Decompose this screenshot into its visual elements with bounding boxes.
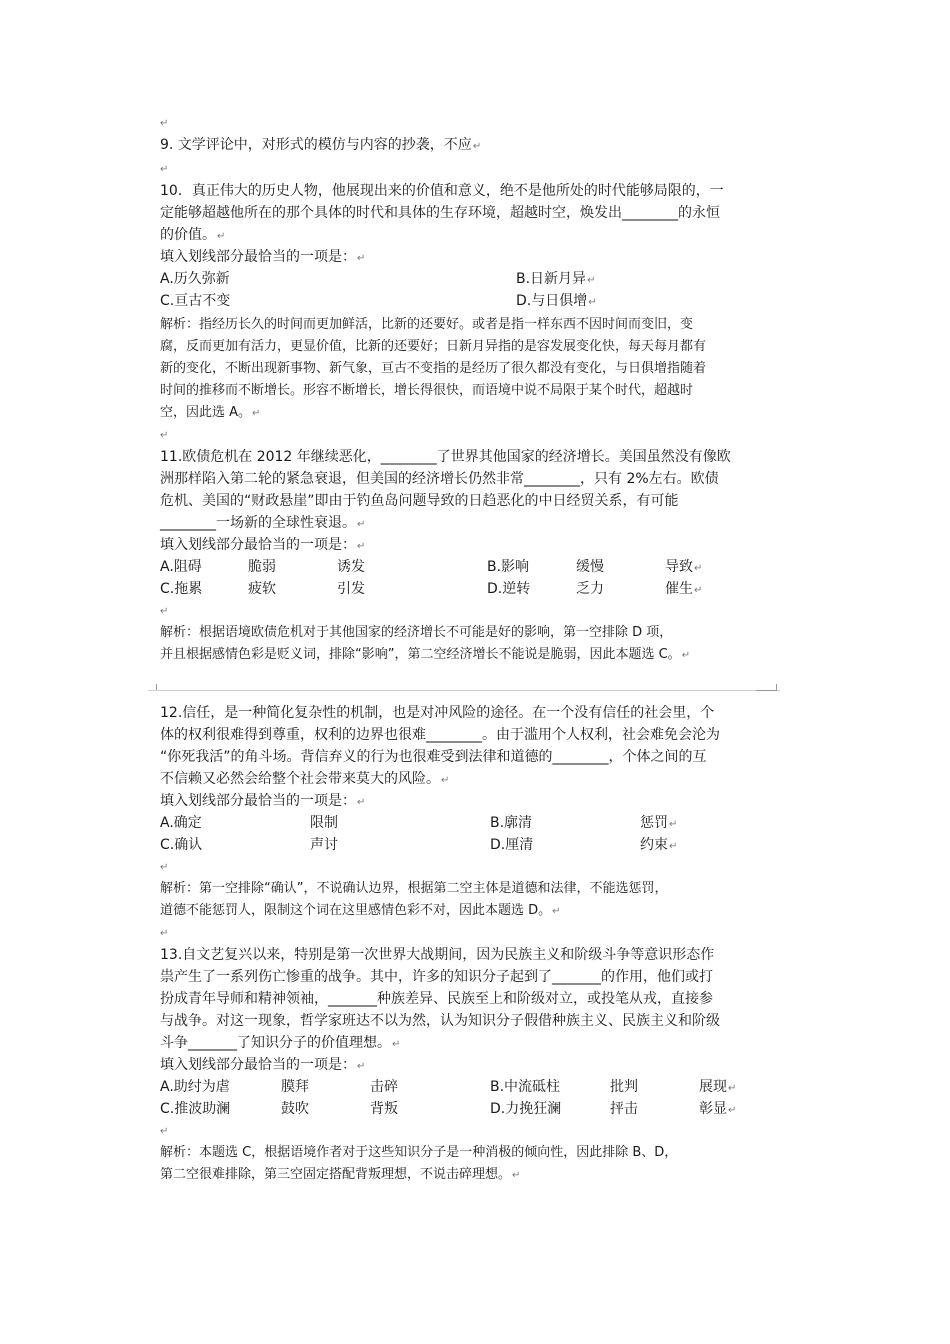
paragraph-mark: ↵: [694, 563, 703, 574]
question-13-option-c: C.推波助澜: [160, 1101, 231, 1117]
question-13-analysis-line: 解析：本题选 C，根据语境作者对于这些知识分子是一种消极的倾向性，因此排除 B、D，: [160, 1145, 678, 1160]
question-13-stem-line: [160, 1032, 760, 1056]
question-11-option-c: C.拖累: [160, 581, 203, 597]
question-12-prompt-text: 填入划线部分最恰当的一项是：: [160, 793, 356, 809]
paragraph-mark: ↵: [588, 297, 597, 308]
question-11-stem-line: [160, 512, 760, 536]
question-12-stem-line: 体的权利很难得到尊重，权利的边界也很难________。由于滥用个人权利，社会难免会沦为: [160, 727, 720, 743]
question-11-option-a-word: 诱发: [337, 559, 365, 575]
question-12-analysis-line: 解析：第一空排除“确认”，不说确认边界，根据第二空主体是道德和法律，不能选惩罚，: [160, 881, 668, 896]
question-13-stem-line: 扮成青年导师和精神领袖，_______种族差异、民族至上和阶级对立，或投笔从戎，直接参: [160, 991, 713, 1007]
paragraph-mark: ↵: [160, 928, 169, 939]
question-12-option-b-word-text: 惩罚: [640, 815, 668, 831]
question-10-analysis-line: 时间的推移而不断增长。形容不断增长，增长得很快，而语境中说不局限于某个时代，超越时: [160, 383, 694, 398]
question-10-analysis-line: [160, 402, 760, 425]
question-11-stem-line: 11.欧债危机在 2012 年继续恶化，________了世界其他国家的经济增长。美国虽然没有像欧: [160, 449, 731, 465]
question-12-analysis-line: [160, 900, 760, 923]
question-11-option-d: D.逆转: [487, 581, 531, 597]
question-11-prompt-text: 填入划线部分最恰当的一项是：: [160, 537, 356, 553]
question-10-stem-line: 10．真正伟大的历史人物，他展现出来的价值和意义，绝不是他所处的时代能够局限的，一: [160, 183, 724, 199]
question-12-stem-line: “你死我活”的角斗场。背信弃义的行为也很难受到法律和道德的________，个体之间的互: [160, 749, 707, 765]
question-10-stem-line: 定能够超越他所在的那个具体的时代和具体的生存环境，超越时空，焕发出________的永恒: [160, 205, 720, 221]
question-11-option-c-word: 疲软: [248, 581, 276, 597]
paragraph-mark: ↵: [357, 1061, 366, 1072]
question-13-option-d: D.力挽狂澜: [490, 1101, 562, 1117]
question-11-option-c-word: 引发: [337, 581, 365, 597]
paragraph-mark: ↵: [587, 275, 596, 286]
question-11-option-b: B.影响: [487, 559, 530, 575]
paragraph-mark: ↵: [681, 650, 691, 661]
paragraph-mark: ↵: [694, 585, 703, 596]
paragraph-mark: ↵: [160, 164, 169, 175]
paragraph-mark: ↵: [160, 606, 169, 617]
question-13-option-d-word-text: 彰显: [699, 1101, 727, 1117]
paragraph-mark: ↵: [728, 1105, 737, 1116]
question-13-option-b-word-text: 展现: [699, 1079, 727, 1095]
question-11-stem-text: ________一场新的全球性衰退。: [160, 515, 356, 531]
question-11-stem-line: 洲那样陷入第二轮的紧急衰退，但美国的经济增长仍然非常________，只有 2%左右。欧债: [160, 471, 719, 487]
question-13-option-a-word: 击碎: [370, 1079, 398, 1095]
question-9-text: 9. 文学评论中，对形式的模仿与内容的抄袭，不应: [160, 137, 472, 153]
question-12-stem-text: 不信赖又必然会给整个社会带来莫大的风险。: [160, 771, 440, 787]
page-break-divider: [148, 690, 780, 691]
paragraph-mark: ↵: [728, 1083, 737, 1094]
question-10-option-b: [516, 268, 595, 292]
question-9: [160, 134, 760, 158]
question-12-option-d-word-text: 约束: [640, 837, 668, 853]
question-13-option-b-word: [699, 1076, 736, 1100]
question-10-analysis-line: 新的变化，不断出现新事物、新气象，亘古不变指的是经历了很久都没有变化，与日俱增指随着: [160, 361, 707, 376]
question-10-analysis-line: 腐，反而更加有活力，更显价值，比新的还要好；日新月异指的是容发展变化快，每天每月都有: [160, 339, 707, 354]
question-13-option-a: A.助纣为虐: [160, 1079, 230, 1095]
paragraph-mark: ↵: [160, 430, 169, 441]
question-10-option-c: C.亘古不变: [160, 293, 231, 309]
question-13-analysis-line: [160, 1164, 760, 1187]
paragraph-mark: ↵: [441, 775, 450, 786]
question-12-option-b: B.廓清: [490, 815, 533, 831]
question-13-option-d-word: [699, 1098, 736, 1122]
question-13-option-c-word: 背叛: [370, 1101, 398, 1117]
question-11-option-d-word: [665, 578, 702, 602]
question-13-stem-line: 与战争。对这一现象，哲学家班达不以为然，认为知识分子假借种族主义、民族主义和阶级: [160, 1013, 720, 1029]
question-11-option-b-word: [665, 556, 702, 580]
paragraph-mark: ↵: [217, 231, 226, 242]
question-13-option-b: B.中流砥柱: [490, 1079, 561, 1095]
question-10-prompt-text: 填入划线部分最恰当的一项是：: [160, 249, 356, 265]
question-11-option-b-word: 缓慢: [576, 559, 604, 575]
question-10-stem-line: [160, 224, 760, 248]
question-13-option-c-word: 鼓吹: [281, 1101, 309, 1117]
question-11-option-a: A.阻碍: [160, 559, 202, 575]
question-12-option-b-word: [640, 812, 677, 836]
question-12-option-a: A.确定: [160, 815, 202, 831]
question-10-option-d: [516, 290, 597, 314]
page-corner-mark: [756, 684, 777, 691]
paragraph-mark: ↵: [512, 1170, 521, 1181]
question-13-stem-line: 祟产生了一系列伤亡惨重的战争。其中，许多的知识分子起到了_______的作用，他们或打: [160, 969, 713, 985]
question-13-analysis-text: 第二空很难排除，第三空固定搭配背叛理想，不说击碎理想。: [160, 1167, 512, 1182]
question-13-stem-line: 13.自文艺复兴以来，特别是第一次世界大战期间，因为民族主义和阶级斗争等意识形态作: [160, 947, 715, 963]
paragraph-mark: ↵: [357, 519, 366, 530]
question-10-analysis-text: 空，因此选 A。: [160, 405, 252, 420]
question-11-prompt: [160, 534, 760, 558]
question-10-option-a: A.历久弥新: [160, 271, 230, 287]
question-12-option-c-word: 声讨: [310, 837, 338, 853]
question-13-option-d-word: 抨击: [610, 1101, 638, 1117]
question-11-analysis-text: 并且根据感情色彩是贬义词，排除“影响”，第二空经济增长不能说是脆弱，因此本题选 C。: [160, 647, 681, 662]
question-12-option-a-word: 限制: [310, 815, 338, 831]
question-11-option-b-word-text: 导致: [665, 559, 693, 575]
paragraph-mark: ↵: [357, 797, 366, 808]
paragraph-mark: ↵: [552, 906, 561, 917]
question-10-option-b-text: B.日新月异: [516, 271, 587, 287]
question-13-option-b-word: 批判: [610, 1079, 638, 1095]
paragraph-mark: ↵: [252, 408, 261, 419]
question-11-option-d-word-text: 催生: [665, 581, 693, 597]
question-12-option-c: C.确认: [160, 837, 203, 853]
paragraph-mark: ↵: [160, 862, 169, 873]
question-12-stem-line: [160, 768, 760, 792]
question-13-prompt-text: 填入划线部分最恰当的一项是：: [160, 1057, 356, 1073]
question-10-stem-text: 的价值。: [160, 227, 216, 243]
question-10-prompt: [160, 246, 760, 270]
question-13-option-a-word: 膜拜: [281, 1079, 309, 1095]
question-13-prompt: [160, 1054, 760, 1078]
paragraph-mark: ↵: [472, 141, 482, 152]
question-11-option-a-word: 脆弱: [248, 559, 276, 575]
question-10-analysis-line: 解析：指经历长久的时间而更加鲜活，比新的还要好。或者是指一样东西不因时间而变旧，变: [160, 317, 694, 332]
question-12-option-d-word: [640, 834, 677, 858]
question-12-stem-line: 12.信任，是一种简化复杂性的机制，也是对冲风险的途径。在一个没有信任的社会里，个: [160, 705, 715, 721]
question-11-analysis-line: 解析：根据语境欧债危机对于其他国家的经济增长不可能是好的影响，第一空排除 D 项，: [160, 625, 673, 640]
question-12-analysis-text: 道德不能惩罚人，限制这个词在这里感情色彩不对，因此本题选 D。: [160, 903, 552, 918]
paragraph-mark: ↵: [357, 253, 366, 264]
paragraph-mark: ↵: [392, 1039, 401, 1050]
question-13-stem-text: 斗争_______了知识分子的价值理想。: [160, 1035, 391, 1051]
paragraph-mark: ↵: [357, 541, 366, 552]
question-11-option-d-word: 乏力: [576, 581, 604, 597]
question-12-prompt: [160, 790, 760, 814]
question-10-option-d-text: D.与日俱增: [516, 293, 588, 309]
paragraph-mark: ↵: [160, 118, 169, 129]
paragraph-mark: ↵: [669, 841, 678, 852]
question-11-analysis-line: [160, 644, 760, 667]
question-12-option-d: D.厘清: [490, 837, 534, 853]
question-11-stem-line: 危机、美国的“财政悬崖”即由于钓鱼岛问题导致的日趋恶化的中日经贸关系，有可能: [160, 493, 679, 509]
paragraph-mark: ↵: [669, 819, 678, 830]
paragraph-mark: ↵: [160, 1126, 169, 1137]
